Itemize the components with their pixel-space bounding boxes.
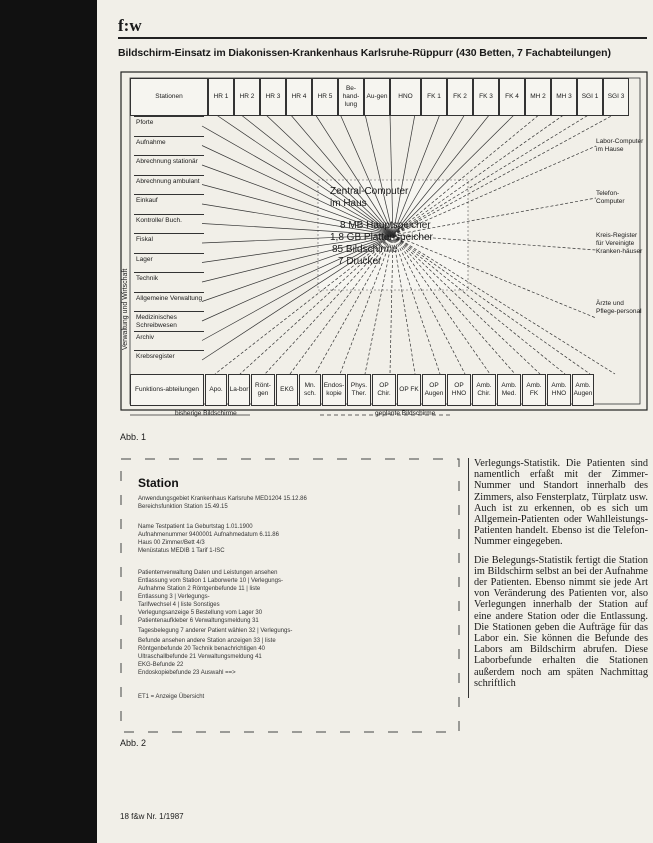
bottom-box: La-bor bbox=[228, 374, 250, 406]
top-box: HR 3 bbox=[260, 78, 286, 116]
left-unit: Lager bbox=[134, 253, 204, 264]
left-unit: Archiv bbox=[134, 331, 204, 342]
text-column bbox=[468, 458, 648, 696]
core-title-1: Zentral-Computer bbox=[330, 186, 409, 197]
terminal-line: Entlassung 3 | Verlegungs- bbox=[138, 594, 210, 600]
terminal-line: Aufnahme Station 2 Röntgenbefunde 11 | liste bbox=[138, 586, 261, 592]
magazine-logo: f:w bbox=[118, 16, 142, 35]
left-unit: Abrechnung stationär bbox=[134, 155, 204, 166]
terminal-line: Endoskopiebefunde 23 Auswahl ==> bbox=[138, 670, 236, 676]
figure1-diagram bbox=[120, 60, 649, 420]
top-box: SGI 1 bbox=[577, 78, 603, 116]
top-box: FK 1 bbox=[421, 78, 447, 116]
top-box: HR 2 bbox=[234, 78, 260, 116]
left-unit: Fiskal bbox=[134, 233, 204, 244]
terminal-line: Entlassung vom Station 1 Laborwerte 10 | Verlegungs- bbox=[138, 578, 283, 584]
figure1-title: Bildschirm-Einsatz im Diakonissen-Krankenhaus Karlsruhe-Rüppurr (430 Betten, 7 Fachabteilungen) bbox=[118, 47, 611, 59]
page-footer: 18 f&w Nr. 1/1987 bbox=[120, 812, 184, 821]
right-unit: Telefon-Computer bbox=[596, 190, 625, 205]
terminal-line: Befunde ansehen andere Station anzeigen 33 | liste bbox=[138, 638, 276, 644]
paragraph: Die Belegungs-Statistik fertigt die Station im Bildschirm selbst an bei der Aufnahme der Patienten. Ebenso nimmt sie jede Art von Veränderung des Patienten vor, also Verlegungen innerhalb der Station auf eine andere Station oder die Entlassung. Die Stationen geben die Aufträge für das Labor ein. Sie können die Befunde des Labors am Bildschirm abrufen. Diese Laborbefunde erhalten die Stationen außerdem noch am späten Nachmittag schriftlich bbox=[474, 554, 648, 689]
terminal-screen-figure bbox=[120, 458, 460, 733]
top-box: HR 1 bbox=[208, 78, 234, 116]
top-box: MH 2 bbox=[525, 78, 551, 116]
header-rule bbox=[118, 37, 647, 39]
station-title: Station bbox=[138, 476, 179, 490]
top-box: HNO bbox=[390, 78, 421, 116]
top-box: FK 3 bbox=[473, 78, 499, 116]
central-computer-box bbox=[330, 186, 433, 268]
bottom-box: OP HNO bbox=[447, 374, 471, 406]
bottom-box: Amb. FK bbox=[522, 374, 546, 406]
left-unit: Aufnahme bbox=[134, 136, 204, 147]
top-box: Be-hand-lung bbox=[338, 78, 364, 116]
right-unit: Ärzte und Pflege-personal bbox=[596, 300, 642, 315]
bottom-box: Endos-kopie bbox=[322, 374, 346, 406]
top-box: HR 5 bbox=[312, 78, 338, 116]
left-unit: Allgemeine Verwaltung bbox=[134, 292, 204, 303]
core-line: 7 Drucker bbox=[338, 256, 382, 267]
legend-planned: geplante Bildschirme bbox=[375, 410, 436, 417]
terminal-line: ET1 = Anzeige Übersicht bbox=[138, 694, 205, 700]
top-box: FK 2 bbox=[447, 78, 473, 116]
terminal-line: Menüstatus MEDIB 1 Tarif 1-ISC bbox=[138, 548, 225, 554]
terminal-line: Röntgenbefunde 20 Technik benachrichtigen 40 bbox=[138, 646, 265, 652]
legend-existing: bisherige Bildschirme bbox=[175, 410, 237, 417]
bottom-box: OP Augen bbox=[422, 374, 446, 406]
top-box: Au-gen bbox=[364, 78, 390, 116]
top-box: MH 3 bbox=[551, 78, 577, 116]
terminal-line: EKG-Befunde 22 bbox=[138, 662, 184, 668]
left-unit: Kontrolle/ Buch. bbox=[134, 214, 204, 225]
right-unit: Labor-Computer im Hause bbox=[596, 138, 644, 153]
bottom-box: Mn. sch. bbox=[299, 374, 321, 406]
left-unit: Technik bbox=[134, 272, 204, 283]
terminal-line: Patientenaufkleber 6 Verwaltungsmeldung 31 bbox=[138, 618, 259, 624]
terminal-line: Bereichsfunktion Station 15.49.15 bbox=[138, 504, 228, 510]
bottom-box: Amb. Chir. bbox=[472, 374, 496, 406]
terminal-line: Tarifwechsel 4 | liste Sonstiges bbox=[138, 602, 220, 608]
left-unit: Krebsregister bbox=[134, 350, 204, 361]
bottom-box: Amb. HNO bbox=[547, 374, 571, 406]
right-unit: Kreis-Register für Vereinigte Kranken-häuser bbox=[596, 232, 643, 255]
core-line: 1,8 GB Plattenspeicher bbox=[330, 232, 433, 243]
left-vertical-label: Verwaltung und Wirtschaft bbox=[122, 268, 129, 350]
terminal-line: Aufnahmenummer 9400001 Aufnahmedatum 6.11.86 bbox=[138, 532, 279, 538]
core-line: 85 Bildschirme bbox=[332, 244, 398, 255]
top-box: Stationen bbox=[130, 78, 208, 116]
bottom-box: Amb. Augen bbox=[572, 374, 594, 406]
top-box: HR 4 bbox=[286, 78, 312, 116]
bottom-box: Amb. Med. bbox=[497, 374, 521, 406]
terminal-line: Haus 00 Zimmer/Bett 4/3 bbox=[138, 540, 205, 546]
terminal-line: Ultraschallbefunde 21 Verwaltungsmeldung 41 bbox=[138, 654, 262, 660]
top-box: SGI 3 bbox=[603, 78, 629, 116]
core-title-2: im Haus bbox=[330, 198, 367, 209]
figure2-caption: Abb. 2 bbox=[120, 738, 147, 748]
terminal-line: Patientenverwaltung Daten und Leistungen ansehen bbox=[138, 570, 278, 576]
left-unit: Abrechnung ambulant bbox=[134, 175, 204, 186]
bottom-box: Apo. bbox=[205, 374, 227, 406]
bottom-box: Funktions-abteilungen bbox=[130, 374, 204, 406]
bottom-box: EKG bbox=[276, 374, 298, 406]
paragraph: Verlegungs-Statistik. Die Patienten sind namentlich erfaßt mit der Zimmer-Nummer und Standort innerhalb des Zimmers, also Fensterplatz, Türplatz usw. Auch ist zu erkennen, ob es sich um Allgemein-Patienten oder Wahlleistungs-Patienten handelt. Ebenso ist die Telefon-Nummer eingegeben. bbox=[474, 458, 648, 548]
bottom-box: OP FK bbox=[397, 374, 421, 406]
bottom-box: Phys. Ther. bbox=[347, 374, 371, 406]
terminal-line: Name Testpatient 1a Geburtstag 1.01.1900 bbox=[138, 524, 253, 530]
left-unit: Einkauf bbox=[134, 194, 204, 205]
figure1-caption: Abb. 1 bbox=[120, 432, 147, 442]
terminal-line: Anwendungsgebiet Krankenhaus Karlsruhe MED1204 15.12.86 bbox=[138, 496, 307, 502]
bottom-box: OP Chir. bbox=[372, 374, 396, 406]
top-box: FK 4 bbox=[499, 78, 525, 116]
left-unit: Medizinisches Schreibwesen bbox=[134, 311, 204, 330]
bottom-box: Rönt-gen bbox=[251, 374, 275, 406]
left-unit: Pforte bbox=[134, 116, 204, 127]
core-line: 8 MB Hauptspeicher bbox=[340, 220, 431, 231]
terminal-line: Verlegungsanzeige 5 Bestellung vom Lager 30 bbox=[138, 610, 263, 616]
terminal-line: Tagesbelegung 7 anderer Patient wählen 32 | Verlegungs- bbox=[138, 628, 293, 634]
